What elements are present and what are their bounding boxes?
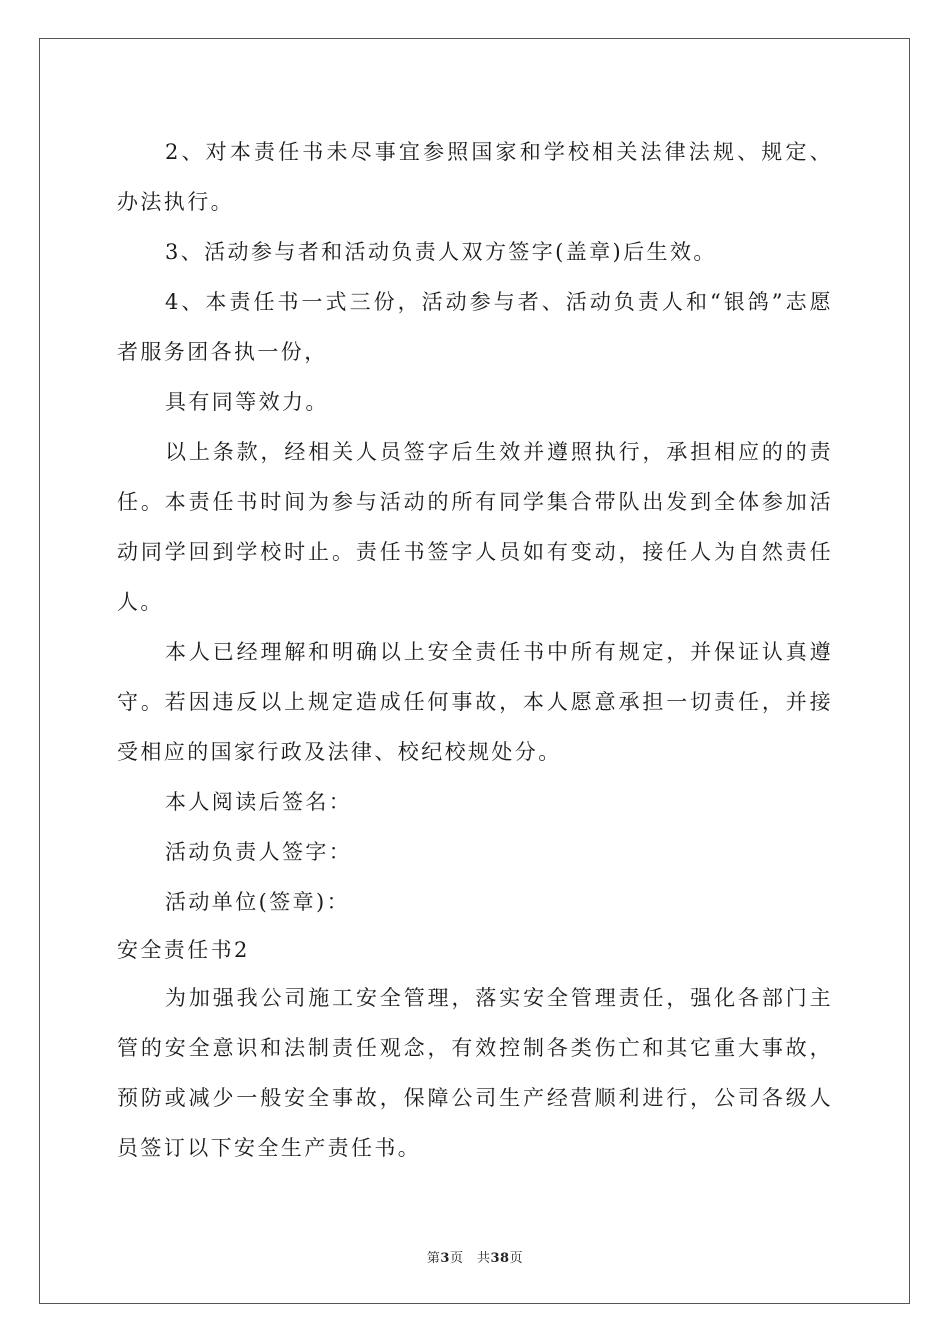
signature-unit-line: 活动单位(签章)：: [165, 890, 350, 914]
section-heading: 安全责任书2: [117, 938, 250, 962]
footer-page-number: 3: [440, 1251, 450, 1266]
footer-prefix: 第: [426, 1251, 441, 1266]
signature-leader-line: 活动负责人签字：: [165, 840, 353, 864]
page-footer: [0, 1247, 950, 1266]
paragraph-acknowledgement: 本人已经理解和明确以上安全责任书中所有规定，并保证认真遵守。若因违反以上规定造成任何事故，本人愿意承担一切责任，并接受相应的国家行政及法律、校纪校规处分。: [117, 640, 833, 764]
paragraph-company-intro: 为加强我公司施工安全管理，落实安全管理责任，强化各部门主管的安全意识和法制责任观念，有效控制各类伤亡和其它重大事故，预防或减少一般安全事故，保障公司生产经营顺利进行，公司各级人员签订以下安全生产责任书。: [117, 986, 833, 1160]
paragraph-equal-effect: 具有同等效力。: [165, 390, 329, 414]
paragraph-clause-4: 4、本责任书一式三份，活动参与者、活动负责人和“银鸽”志愿者服务团各执一份，: [117, 290, 833, 364]
footer-total-pages: 38: [490, 1251, 510, 1266]
footer-middle: 页 共: [449, 1251, 491, 1266]
footer-suffix: 页: [509, 1251, 524, 1266]
paragraph-clause-2: 2、对本责任书未尽事宜参照国家和学校相关法律法规、规定、办法执行。: [117, 140, 833, 214]
signature-reader-line: 本人阅读后签名：: [165, 790, 353, 814]
paragraph-clause-3: 3、活动参与者和活动负责人双方签字(盖章)后生效。: [165, 240, 717, 264]
paragraph-terms: 以上条款，经相关人员签字后生效并遵照执行，承担相应的的责任。本责任书时间为参与活动的所有同学集合带队出发到全体参加活动同学回到学校时止。责任书签字人员如有变动，接任人为自然责任人。: [117, 440, 833, 614]
document-body: [117, 127, 833, 1173]
